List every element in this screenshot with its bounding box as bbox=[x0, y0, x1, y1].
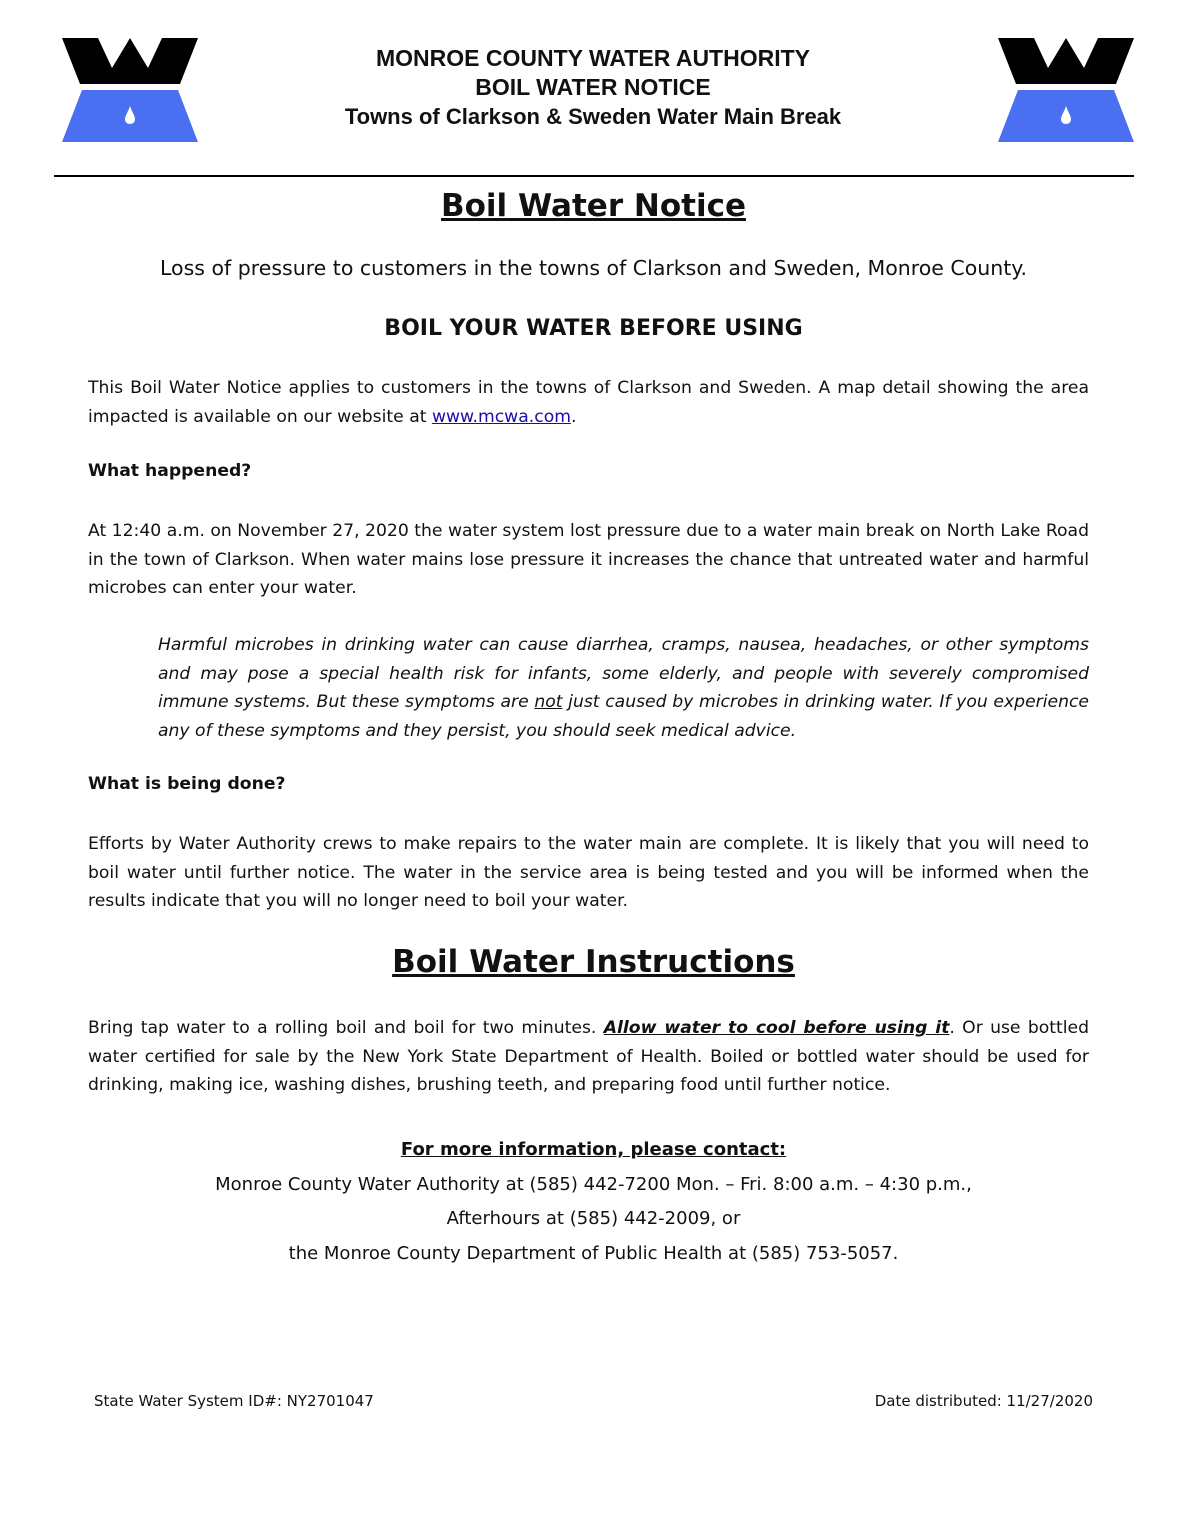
health-note-part2: just caused by microbes in drinking water. If you experience any of these symptoms and they persist, you should seek medical advice. bbox=[158, 692, 1089, 741]
health-note-part1: Harmful microbes in drinking water can cause diarrhea, cramps, nausea, headaches, or other symptoms and may pose a special health risk for infants, some elderly, and people with severely compromised immune systems. But these symptoms are bbox=[158, 635, 1089, 712]
what-happened-paragraph bbox=[88, 517, 1089, 603]
what-happened-text: At 12:40 a.m. on November 27, 2020 the water system lost pressure due to a water main break on North Lake Road in the town of Clarkson. When water mains lose pressure it increases the chance that untreated water and harmful microbes can enter your water. bbox=[88, 521, 1089, 598]
health-note bbox=[158, 631, 1089, 745]
website-link[interactable]: www.mcwa.com bbox=[431, 406, 571, 427]
header-location: Towns of Clarkson & Sweden Water Main Break bbox=[344, 104, 842, 129]
boil-alert: BOIL YOUR WATER BEFORE USING bbox=[384, 316, 803, 341]
header-divider bbox=[54, 175, 1134, 177]
date-distributed: Date distributed: 11/27/2020 bbox=[874, 1392, 1093, 1410]
contact-line-afterhours: Afterhours at (585) 442-2009, or bbox=[446, 1208, 741, 1229]
notice-subtitle: Loss of pressure to customers in the towns of Clarkson and Sweden, Monroe County. bbox=[159, 256, 1028, 280]
contact-block bbox=[0, 1133, 1187, 1271]
instructions-part1: Bring tap water to a rolling boil and boil for two minutes. bbox=[88, 1018, 604, 1038]
intro-text: This Boil Water Notice applies to customers in the towns of Clarkson and Sweden. A map detail showing the area impacted is available on our website at bbox=[88, 378, 1089, 427]
intro-end: . bbox=[570, 406, 577, 427]
header-organization: MONROE COUNTY WATER AUTHORITY bbox=[375, 45, 810, 71]
notice-title: Boil Water Notice bbox=[441, 188, 746, 224]
mcwa-logo-icon bbox=[62, 38, 198, 142]
contact-line-health-dept: the Monroe County Department of Public Health at (585) 753-5057. bbox=[288, 1242, 899, 1264]
header-notice-type: BOIL WATER NOTICE bbox=[475, 74, 711, 100]
intro-paragraph bbox=[88, 374, 1089, 431]
what-happened-heading: What happened? bbox=[88, 461, 252, 481]
what-is-done-paragraph bbox=[88, 830, 1089, 916]
instructions-paragraph bbox=[88, 1014, 1089, 1100]
contact-line-mcwa: Monroe County Water Authority at (585) 442-7200 Mon. – Fri. 8:00 a.m. – 4:30 p.m., bbox=[215, 1173, 972, 1195]
health-note-not: not bbox=[534, 692, 563, 712]
what-is-done-text: Efforts by Water Authority crews to make repairs to the water main are complete. It is likely that you will need to boil water until further notice. The water in the service area is being tested and you will be informed when the results indicate that you will no longer need to boil your water. bbox=[88, 834, 1089, 911]
what-is-done-heading: What is being done? bbox=[88, 774, 286, 794]
system-id: State Water System ID#: NY2701047 bbox=[94, 1392, 374, 1410]
contact-heading: For more information, please contact: bbox=[400, 1139, 787, 1160]
instructions-part2: . Or use bottled water certified for sale by the New York State Department of Health. Boiled or bottled water should be used for drinking, making ice, washing dishes, brushing teeth, and preparing food until further notice. bbox=[88, 1018, 1089, 1095]
mcwa-logo-icon bbox=[998, 38, 1134, 142]
instructions-emphasis: Allow water to cool before using it bbox=[603, 1018, 950, 1038]
document-header bbox=[250, 44, 936, 131]
instructions-title: Boil Water Instructions bbox=[392, 944, 795, 980]
